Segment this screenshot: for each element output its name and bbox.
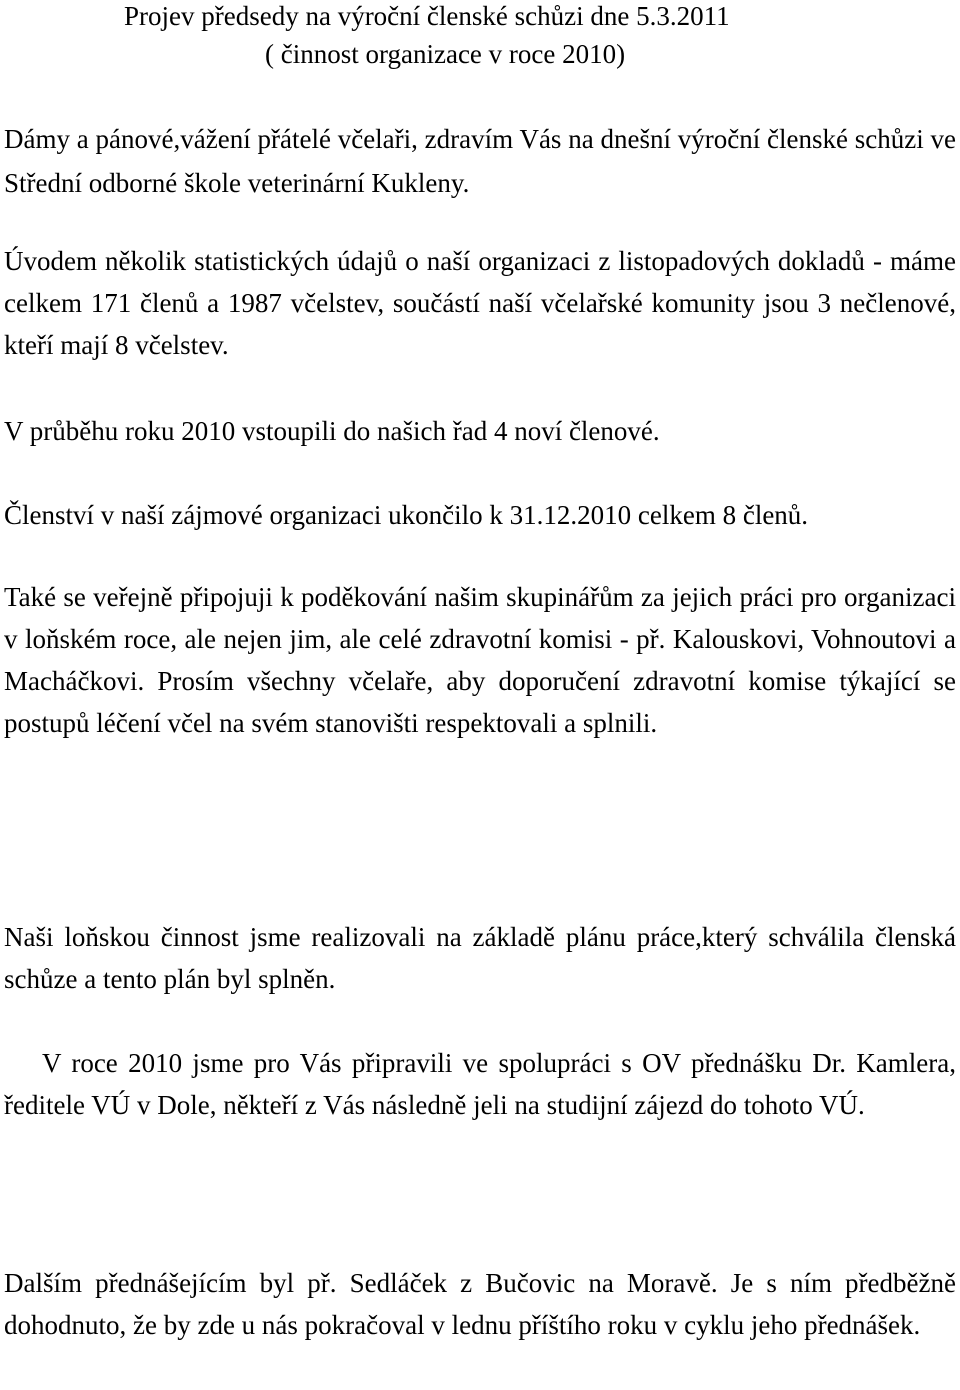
paragraph-ended-membership: Členství v naší zájmové organizaci ukončilo k 31.12.2010 celkem 8 členů. (4, 500, 809, 530)
paragraph-next-lecturer: Dalším přednášejícím byl př. Sedláček z Bučovic na Moravě. Je s ním předběžně dohodnuto, že by zde u nás pokračoval v lednu příštího roku v cyklu jeho přednášek. (4, 1268, 956, 1340)
paragraph-greeting: Dámy a pánové,vážení přátelé včelaři, zdravím Vás na dnešní výroční členské schůzi ve Střední odborné škole veterinární Kukleny. (4, 124, 956, 198)
document-title: Projev předsedy na výroční členské schůzi dne 5.3.2011 (124, 1, 730, 31)
paragraph-thanks: Také se veřejně připojuji k poděkování našim skupinářům za jejich práci pro organizaci v loňském roce, ale nejen jim, ale celé zdravotní komisi - př. Kalouskovi, Vohnoutovi a Macháčkovi. Prosím všechny včelaře, aby doporučení zdravotní komise týkající se postupů léčení včel na svém stanovišti respektovali a splnili. (4, 582, 956, 738)
paragraph-statistics: Úvodem několik statistických údajů o naší organizaci z listopadových dokladů - máme celkem 171 členů a 1987 včelstev, součástí naší včelařské komunity jsou 3 nečlenové, kteří mají 8 včelstev. (4, 246, 956, 360)
paragraph-plan: Naši loňskou činnost jsme realizovali na základě plánu práce,který schválila členská schůze a tento plán byl splněn. (4, 922, 956, 994)
paragraph-lecture: V roce 2010 jsme pro Vás připravili ve spolupráci s OV přednášku Dr. Kamlera, ředitele VÚ v Dole, někteří z Vás následně jeli na studijní zájezd do tohoto VÚ. (4, 1048, 956, 1120)
paragraph-new-members: V průběhu roku 2010 vstoupili do našich řad 4 noví členové. (4, 416, 660, 446)
document-subtitle: ( činnost organizace v roce 2010) (265, 39, 626, 69)
